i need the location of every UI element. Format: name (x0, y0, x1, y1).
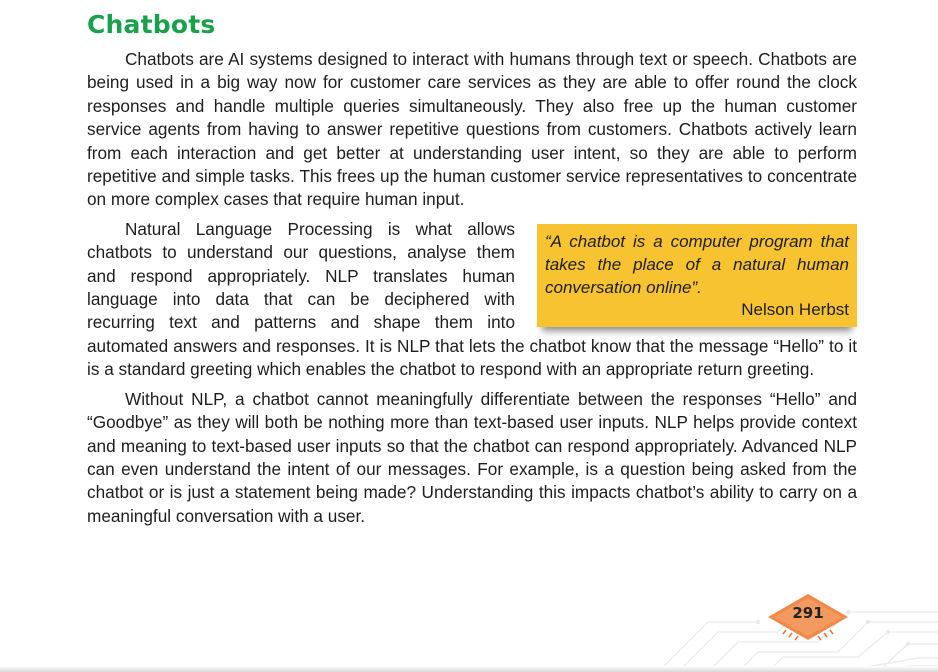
section-title: Chatbots (87, 10, 216, 39)
page-bottom-edge (0, 666, 938, 672)
paragraph-3: Without NLP, a chatbot cannot meaningfully differentiate between the responses “Hello” and “Goodbye” as they will both be nothing more than text-based user inputs. NLP helps provide context and meaning to text-based user inputs so that the chatbot can respond appropriately. Advanced NLP can even understand the intent of our messages. For example, is a question being asked from the chatbot or is just a statement being made? Understanding this impacts chatbot’s ability to carry on a meaningful conversation with a user. (87, 388, 857, 526)
page-number: 291 (792, 604, 824, 622)
paragraph-1: Chatbots are AI systems designed to interact with humans through text or speech. Chatbots are being used in a big way now for customer care services as they are able to offer round the clock responses and handle multiple queries simultaneously. They also free up the human customer service agents from having to answer repetitive questions from customers. Chatbots actively learn from each interaction and get better at understanding user intent, so they are able to perform repetitive and simple tasks. This frees up the human customer service representatives to concentrate on more complex cases that require human input. (87, 49, 857, 210)
page-content (87, 8, 857, 534)
quote-author: Nelson Herbst (741, 299, 849, 319)
quote-text: “A chatbot is a computer program that takes the place of a natural human conversation online”. (545, 231, 849, 297)
quote-callout (537, 224, 857, 327)
paragraph-2: Natural Language Processing is what allows chatbots to understand our questions, analyse them and respond appropriately. NLP translates human language into data that can be deciphered with recurring text and patterns and shape them into automated answers and responses. It is NLP that lets the chatbot know that the message “Hello” to it is a standard greeting which enables the chatbot to respond with an appropriate return greeting. (87, 218, 857, 380)
